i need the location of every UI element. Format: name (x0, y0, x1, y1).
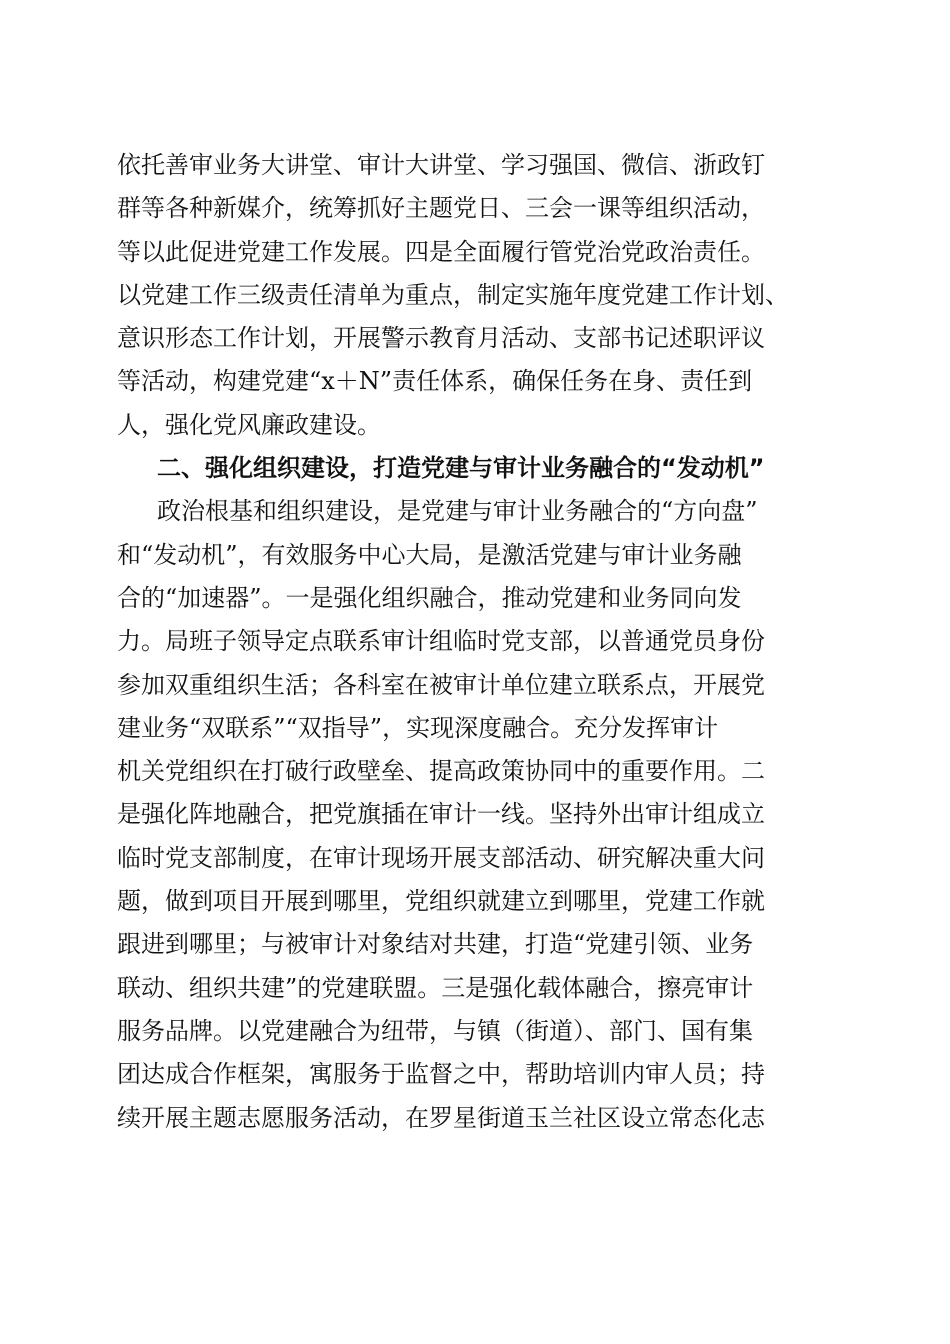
text-line: 题，做到项目开展到哪里，党组织就建立到哪里，党建工作就 (117, 887, 765, 916)
text-line: 意识形态工作计划，开展警示教育月活动、支部书记述职评议 (117, 324, 765, 353)
text-line: 机关党组织在打破行政壁垒、提高政策协同中的重要作用。二 (117, 757, 765, 786)
text-line: 合的“加速器”。一是强化组织融合，推动党建和业务同向发 (117, 583, 742, 612)
text-line: 服务品牌。以党建融合为纽带，与镇（街道）、部门、国有集 (117, 1016, 753, 1045)
text-line: 建业务“双联系”“双指导”，实现深度融合。充分发挥审计 (117, 713, 719, 742)
text-line: 联动、组织共建”的党建联盟。三是强化载体融合，擦亮审计 (117, 973, 754, 1002)
text-line: 和“发动机”，有效服务中心大局，是激活党建与审计业务融 (117, 540, 742, 569)
text-line: 等活动，构建党建“x＋N”责任体系，确保任务在身、责任到 (117, 367, 753, 396)
text-line: 力。局班子领导定点联系审计组临时党支部，以普通党员身份 (117, 627, 765, 656)
text-line: 跟进到哪里；与被审计对象结对共建，打造“党建引领、业务 (117, 930, 754, 959)
section-heading: 二、强化组织建设，打造党建与审计业务融合的“发动机” (157, 454, 765, 483)
text-line: 人，强化党风廉政建设。 (117, 410, 381, 439)
text-line: 团达成合作框架，寓服务于监督之中，帮助培训内审人员；持 (117, 1060, 765, 1089)
text-line: 群等各种新媒介，统筹抓好主题党日、三会一课等组织活动， (117, 194, 765, 223)
text-line: 临时党支部制度，在审计现场开展支部活动、研究解决重大问 (117, 843, 765, 872)
text-line: 是强化阵地融合，把党旗插在审计一线。坚持外出审计组成立 (117, 800, 765, 829)
text-line: 续开展主题志愿服务活动，在罗星街道玉兰社区设立常态化志 (117, 1103, 765, 1132)
document-body (117, 144, 837, 1140)
text-line: 以党建工作三级责任清单为重点，制定实施年度党建工作计划、 (117, 280, 789, 309)
paragraph-first-line: 政治根基和组织建设，是党建与审计业务融合的“方向盘” (157, 497, 758, 526)
text-line: 等以此促进党建工作发展。四是全面履行管党治党政治责任。 (117, 237, 765, 266)
text-line: 依托善审业务大讲堂、审计大讲堂、学习强国、微信、浙政钉 (117, 151, 765, 179)
text-line: 参加双重组织生活；各科室在被审计单位建立联系点，开展党 (117, 670, 765, 699)
